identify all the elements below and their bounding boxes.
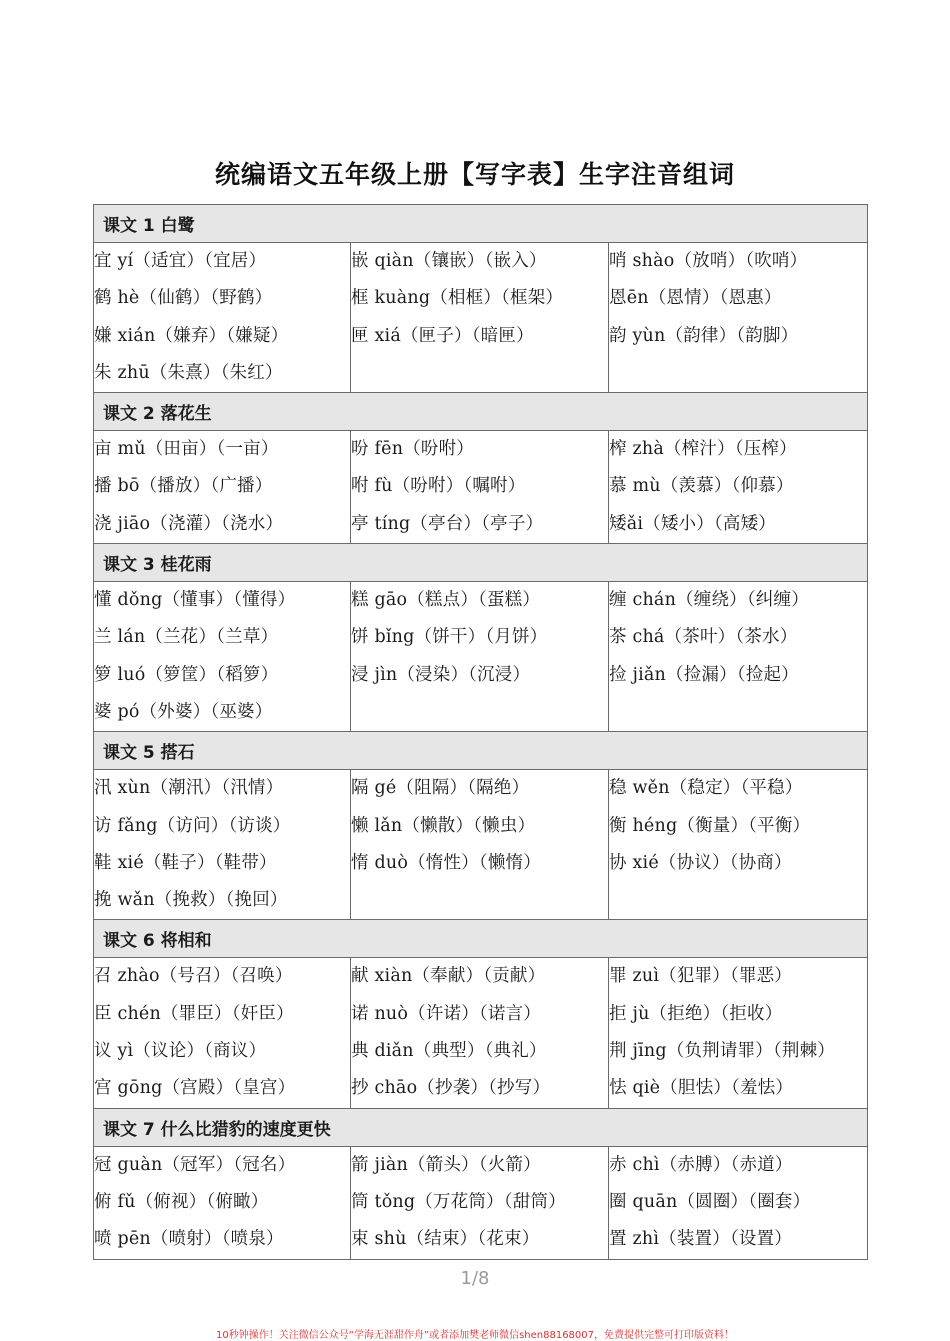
word-column <box>351 958 609 1108</box>
character-entry: 浇 jiāo（浇灌）（浇水） <box>94 513 284 534</box>
character-entry: 吩 fēn（吩咐） <box>351 439 474 460</box>
lesson-title: 课文 7 什么比猎豹的速度更快 <box>94 1108 868 1146</box>
lesson-header-row <box>94 920 868 958</box>
lesson-words-row <box>94 243 868 393</box>
character-entry: 筒 tǒng（万花筒）（甜筒） <box>351 1191 566 1212</box>
word-column <box>94 431 351 544</box>
character-entry: 召 zhào（号召）（召唤） <box>94 966 293 987</box>
word-column <box>609 770 868 920</box>
character-entry: 鞋 xié（鞋子）（鞋带） <box>94 852 277 873</box>
character-entry: 嵌 qiàn（镶嵌）（嵌入） <box>351 251 547 271</box>
word-column <box>609 243 868 393</box>
character-entry: 怯 qiè（胆怯）（羞怯） <box>609 1078 794 1099</box>
lesson-title: 课文 1 白鹭 <box>94 205 868 243</box>
character-entry: 赤 chì（赤膊）（赤道） <box>609 1154 793 1175</box>
page-indicator: 1/8 <box>460 1268 490 1289</box>
character-entry: 束 shù（结束）（花束） <box>351 1229 540 1250</box>
character-entry: 宫 gōng（宫殿）（皇宫） <box>94 1078 296 1099</box>
character-entry: 朱 zhū（朱熹）（朱红） <box>94 362 283 383</box>
lesson-words-row <box>94 431 868 544</box>
word-column <box>94 770 351 920</box>
word-column <box>609 958 868 1108</box>
character-entry: 糕 gāo（糕点）（蛋糕） <box>351 590 541 611</box>
character-entry: 捡 jiǎn（捡漏）（捡起） <box>609 664 799 685</box>
character-entry: 嫌 xián（嫌弃）（嫌疑） <box>94 325 289 346</box>
character-entry: 宜 yí（适宜）（宜居） <box>94 251 267 271</box>
character-entry: 俯 fǔ（俯视）（俯瞰） <box>94 1191 269 1212</box>
lesson-header-row <box>94 393 868 431</box>
word-column <box>94 1146 351 1259</box>
character-entry: 臣 chén（罪臣）（奸臣） <box>94 1003 294 1024</box>
character-entry: 拒 jù（拒绝）（拒收） <box>609 1003 783 1024</box>
lesson-header-row <box>94 544 868 582</box>
character-entry: 喷 pēn（喷射）（喷泉） <box>94 1229 284 1250</box>
character-entry: 亩 mǔ（田亩）（一亩） <box>94 439 279 460</box>
word-column <box>609 582 868 732</box>
character-entry: 挽 wǎn（挽救）（挽回） <box>94 890 288 911</box>
word-column <box>351 1146 609 1259</box>
lesson-header-row <box>94 732 868 770</box>
character-entry: 冠 guàn（冠军）（冠名） <box>94 1154 296 1175</box>
lesson-header-row <box>94 1108 868 1146</box>
character-entry: 荆 jīng（负荆请罪）（荆棘） <box>609 1041 836 1062</box>
character-entry: 协 xié（协议）（协商） <box>609 852 792 873</box>
lesson-title: 课文 6 将相和 <box>94 920 868 958</box>
lesson-header-row <box>94 205 868 243</box>
character-entry: 访 fǎng（访问）（访谈） <box>94 815 291 836</box>
lesson-words-row <box>94 958 868 1108</box>
lesson-words-row <box>94 582 868 732</box>
lesson-words-row <box>94 1146 868 1259</box>
character-entry: 矮ǎi（矮小）（高矮） <box>609 513 776 534</box>
word-column <box>609 431 868 544</box>
page-title: 统编语文五年级上册【写字表】生字注音组词 <box>214 160 735 189</box>
lesson-words-row <box>94 770 868 920</box>
character-entry: 汛 xùn（潮汛）（汛情） <box>94 778 284 799</box>
character-entry: 惰 duò（惰性）（懒惰） <box>351 852 541 873</box>
character-entry: 框 kuàng（相框）（框架） <box>351 288 564 309</box>
character-entry: 典 diǎn（典型）（典礼） <box>351 1041 547 1062</box>
character-entry: 恩ēn（恩情）（恩惠） <box>609 288 782 309</box>
word-column <box>351 431 609 544</box>
character-entry: 隔 gé（阻隔）（隔绝） <box>351 778 530 799</box>
character-entry: 献 xiàn（奉献）（贡献） <box>351 966 546 987</box>
character-entry: 亭 tíng（亭台）（亭子） <box>351 513 544 534</box>
character-entry: 榨 zhà（榨汁）（压榨） <box>609 439 797 460</box>
character-entry: 抄 chāo（抄袭）（抄写） <box>351 1078 551 1099</box>
lesson-title: 课文 3 桂花雨 <box>94 544 868 582</box>
character-entry: 匣 xiá（匣子）（暗匣） <box>351 325 534 346</box>
character-entry: 置 zhì（装置）（设置） <box>609 1229 792 1250</box>
character-entry: 诺 nuò（许诺）（诺言） <box>351 1003 541 1024</box>
character-entry: 饼 bǐng（饼干）（月饼） <box>351 627 548 648</box>
character-entry: 鹤 hè（仙鹤）（野鹤） <box>94 288 273 309</box>
character-entry: 稳 wěn（稳定）（平稳） <box>609 778 803 799</box>
character-entry: 韵 yùn（韵律）（韵脚） <box>609 325 799 346</box>
character-entry: 衡 héng（衡量）（平衡） <box>609 815 811 836</box>
character-entry: 浸 jìn（浸染）（沉浸） <box>351 664 531 685</box>
character-entry: 箭 jiàn（箭头）（火箭） <box>351 1154 541 1175</box>
character-entry: 罪 zuì（犯罪）（罪恶） <box>609 966 792 987</box>
character-entry: 兰 lán（兰花）（兰草） <box>94 627 279 648</box>
word-column <box>94 243 351 393</box>
character-entry: 议 yì（议论）（商议） <box>94 1041 267 1062</box>
character-entry: 圈 quān（圆圈）（圈套） <box>609 1191 811 1212</box>
word-column <box>94 958 351 1108</box>
character-entry: 箩 luó（箩筐）（稻箩） <box>94 664 279 685</box>
character-entry: 懂 dǒng（懂事）（懂得） <box>94 590 296 611</box>
word-column <box>351 770 609 920</box>
character-entry: 慕 mù（羡慕）（仰慕） <box>609 476 794 497</box>
character-entry: 茶 chá（茶叶）（茶水） <box>609 627 798 648</box>
character-entry: 咐 fù（吩咐）（嘱咐） <box>351 476 526 497</box>
word-column <box>609 1146 868 1259</box>
character-table <box>93 204 868 1260</box>
character-entry: 懒 lǎn（懒散）（懒虫） <box>351 815 536 836</box>
character-entry: 缠 chán（缠绕）（纠缠） <box>609 590 809 611</box>
lesson-title: 课文 5 搭石 <box>94 732 868 770</box>
word-column <box>351 243 609 393</box>
word-column <box>351 582 609 732</box>
character-entry: 哨 shào（放哨）（吹哨） <box>609 251 808 271</box>
character-entry: 播 bō（播放）（广播） <box>94 476 273 497</box>
lesson-title: 课文 2 落花生 <box>94 393 868 431</box>
promo-footer: 10秒钟操作！关注微信公众号“学海无涯甜作舟”或者添加樊老师微信shen88168007，免费提供完整可打印版资料！ <box>215 1330 735 1341</box>
character-entry: 婆 pó（外婆）（巫婆） <box>94 701 273 722</box>
word-column <box>94 582 351 732</box>
